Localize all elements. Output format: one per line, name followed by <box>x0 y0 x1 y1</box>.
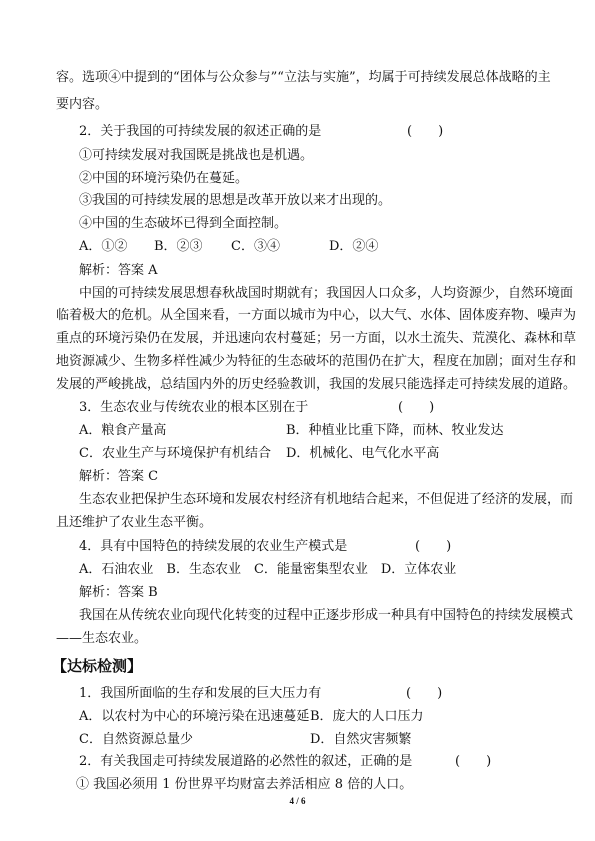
question-3-stem: 3．生态农业与传统农业的根本区别在于 <box>79 400 309 415</box>
explanation-line: 中国的可持续发展思想春秋战国时期就有；我国因人口众多，人均资源少，自然环境面 <box>79 286 574 301</box>
answer-paren: ( ) <box>406 686 443 701</box>
page-number: 4 / 6 <box>289 796 306 806</box>
option-a: A．①② <box>79 239 128 254</box>
explanation-line: 我国在从传统农业向现代化转变的过程中正逐步形成一种具有中国特色的持续发展模式 <box>79 608 574 623</box>
option-b: B．②③ <box>154 239 203 254</box>
test-1-stem: 1．我国所面临的生存和发展的巨大压力有 <box>79 686 322 701</box>
paragraph-line: 容。选项④中提到的“团体与公众参与”“立法与实施”，均属于可持续发展总体战略的主 <box>56 70 551 85</box>
answer-paren: ( ) <box>407 124 444 139</box>
statement-2: ②中国的环境污染仍在蔓延。 <box>79 171 249 186</box>
option-d: D．自然灾害频繁 <box>310 732 412 747</box>
answer-label: 解析：答案 A <box>79 263 158 278</box>
statement-1: ①可持续发展对我国既是挑战也是机遇。 <box>79 148 314 163</box>
statement-1: ① 我国必须用 1 份世界平均财富去养活相应 8 倍的人口。 <box>76 777 413 792</box>
answer-paren: ( ) <box>415 539 452 554</box>
statement-3: ③我国的可持续发展的思想是改革开放以来才出现的。 <box>79 193 392 208</box>
explanation-line: 发展的严峻挑战，总结国内外的历史经验教训，我国的发展只能选择走可持续发展的道路。 <box>56 377 577 392</box>
explanation-line: 地资源减少、生物多样性减少为特征的生态破坏的范围仍在扩大，程度在加剧；面对生存和 <box>56 354 577 369</box>
option-c: C．自然资源总量少 <box>79 732 193 747</box>
explanation-line: ——生态农业。 <box>56 631 148 646</box>
explanation-line: 重点的环境污染仍在发展，并迅速向农村蔓延；另一方面，以水土流失、荒漠化、森林和草 <box>56 331 577 346</box>
option-c: C．农业生产与环境保护有机结合 <box>79 446 271 461</box>
option-b: B．庞大的人口压力 <box>310 709 424 724</box>
section-heading: 【达标检测】 <box>52 657 143 675</box>
option-d: D．机械化、电气化水平高 <box>286 446 440 461</box>
option-b: B．种植业比重下降，而林、牧业发达 <box>286 423 504 438</box>
answer-label: 解析：答案 B <box>79 585 158 600</box>
question-2-stem: 2．关于我国的可持续发展的叙述正确的是 <box>79 124 322 139</box>
answer-paren: ( ) <box>398 400 435 415</box>
answer-paren: ( ) <box>455 754 492 769</box>
option-a: A．以农村为中心的环境污染在迅速蔓延 <box>79 709 310 724</box>
option-a: A．粮食产量高 <box>79 423 167 438</box>
option-d: D．②④ <box>329 239 379 254</box>
options-row: A．石油农业 B．生态农业 C．能量密集型农业 D．立体农业 <box>79 562 457 577</box>
option-c: C．③④ <box>231 239 280 254</box>
explanation-line: 临着极大的危机。从全国来看，一方面以城市为中心，以大气、水体、固体废弃物、噪声为 <box>56 308 577 323</box>
explanation-line: 且还维护了农业生态平衡。 <box>56 515 213 530</box>
paragraph-line: 要内容。 <box>56 97 109 112</box>
question-4-stem: 4．具有中国特色的持续发展的农业生产模式是 <box>79 539 348 554</box>
explanation-line: 生态农业把保护生态环境和发展农村经济有机地结合起来，不但促进了经济的发展，而 <box>79 492 574 507</box>
test-2-stem: 2．有关我国走可持续发展道路的必然性的叙述，正确的是 <box>79 754 413 769</box>
statement-4: ④中国的生态破坏已得到全面控制。 <box>79 216 288 231</box>
answer-label: 解析：答案 C <box>79 469 159 484</box>
